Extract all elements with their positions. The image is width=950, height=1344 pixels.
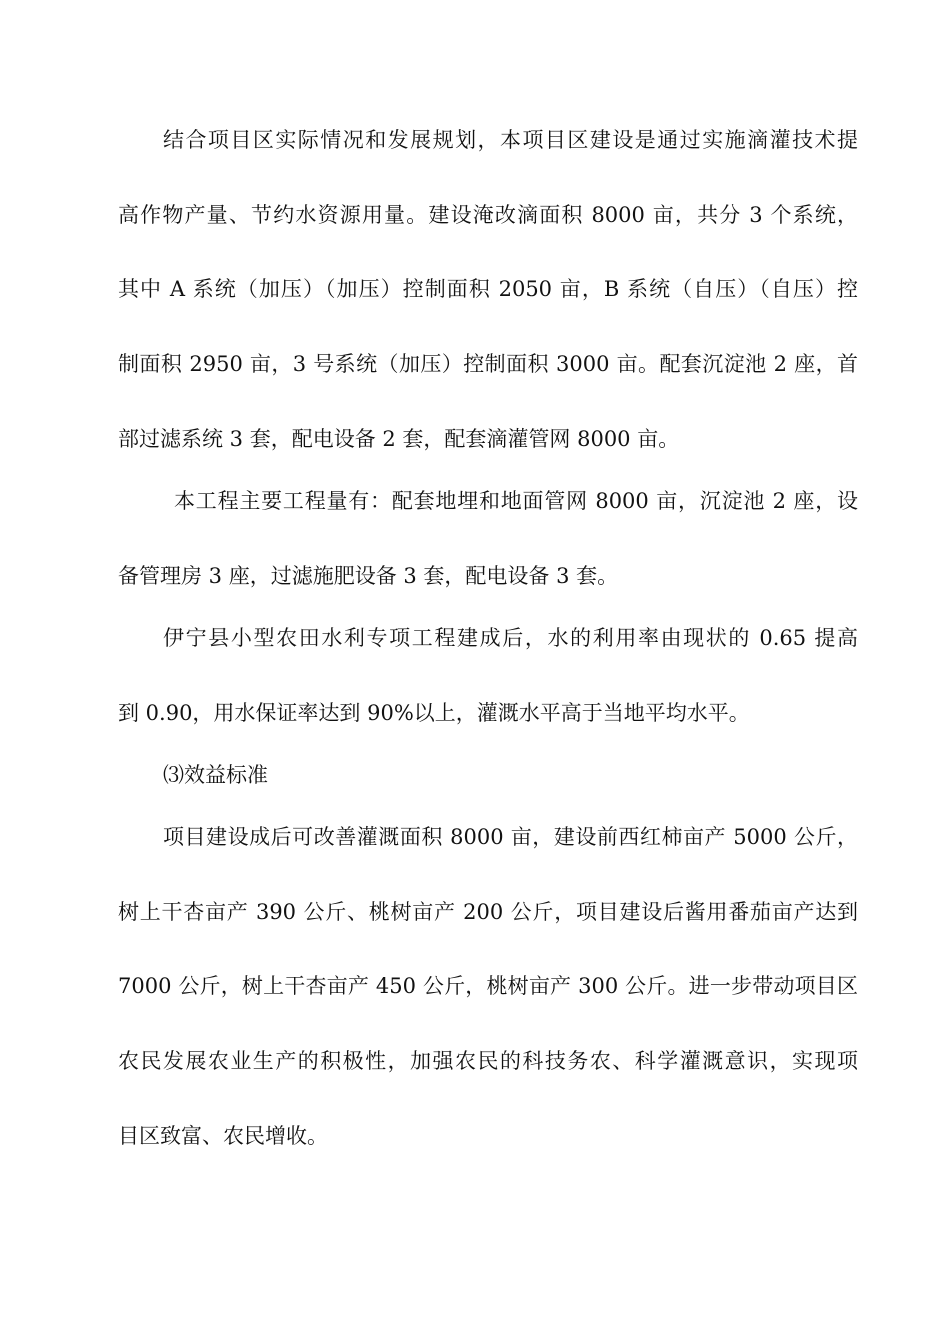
paragraph-4-line-1: 项目建设成后可改善灌溉面积 8000 亩，建设前西红柿亩产 5000 公斤， xyxy=(163,825,858,849)
paragraph-1-line-1: 结合项目区实际情况和发展规划，本项目区建设是通过实施滴灌技术提 xyxy=(163,128,858,152)
paragraph-3-line-2: 到 0.90，用水保证率达到 90%以上，灌溉水平高于当地平均水平。 xyxy=(118,701,750,725)
paragraph-1-line-4: 制面积 2950 亩，3 号系统（加压）控制面积 3000 亩。配套沉淀池 2 座，首 xyxy=(118,352,858,376)
paragraph-4-line-5: 目区致富、农民增收。 xyxy=(118,1124,328,1148)
paragraph-2-line-2: 备管理房 3 座，过滤施肥设备 3 套，配电设备 3 套。 xyxy=(118,564,619,588)
paragraph-1-line-5: 部过滤系统 3 套，配电设备 2 套，配套滴灌管网 8000 亩。 xyxy=(118,427,680,451)
paragraph-4-line-4: 农民发展农业生产的积极性，加强农民的科技务农、科学灌溉意识，实现项 xyxy=(118,1049,858,1073)
paragraph-2-line-1: 本工程主要工程量有：配套地埋和地面管网 8000 亩，沉淀池 2 座，设 xyxy=(174,489,858,513)
paragraph-1-line-2: 高作物产量、节约水资源用量。建设淹改滴面积 8000 亩，共分 3 个系统， xyxy=(118,203,858,227)
paragraph-3-line-1: 伊宁县小型农田水利专项工程建成后，水的利用率由现状的 0.65 提高 xyxy=(163,626,858,650)
paragraph-4-line-2: 树上干杏亩产 390 公斤、桃树亩产 200 公斤，项目建设后酱用番茄亩产达到 xyxy=(118,900,858,924)
section-heading: ⑶效益标准 xyxy=(163,763,268,787)
paragraph-1-line-3: 其中 A 系统（加压）（加压）控制面积 2050 亩，B 系统（自压）（自压）控 xyxy=(118,277,858,301)
paragraph-4-line-3: 7000 公斤，树上干杏亩产 450 公斤，桃树亩产 300 公斤。进一步带动项目区 xyxy=(118,974,858,998)
